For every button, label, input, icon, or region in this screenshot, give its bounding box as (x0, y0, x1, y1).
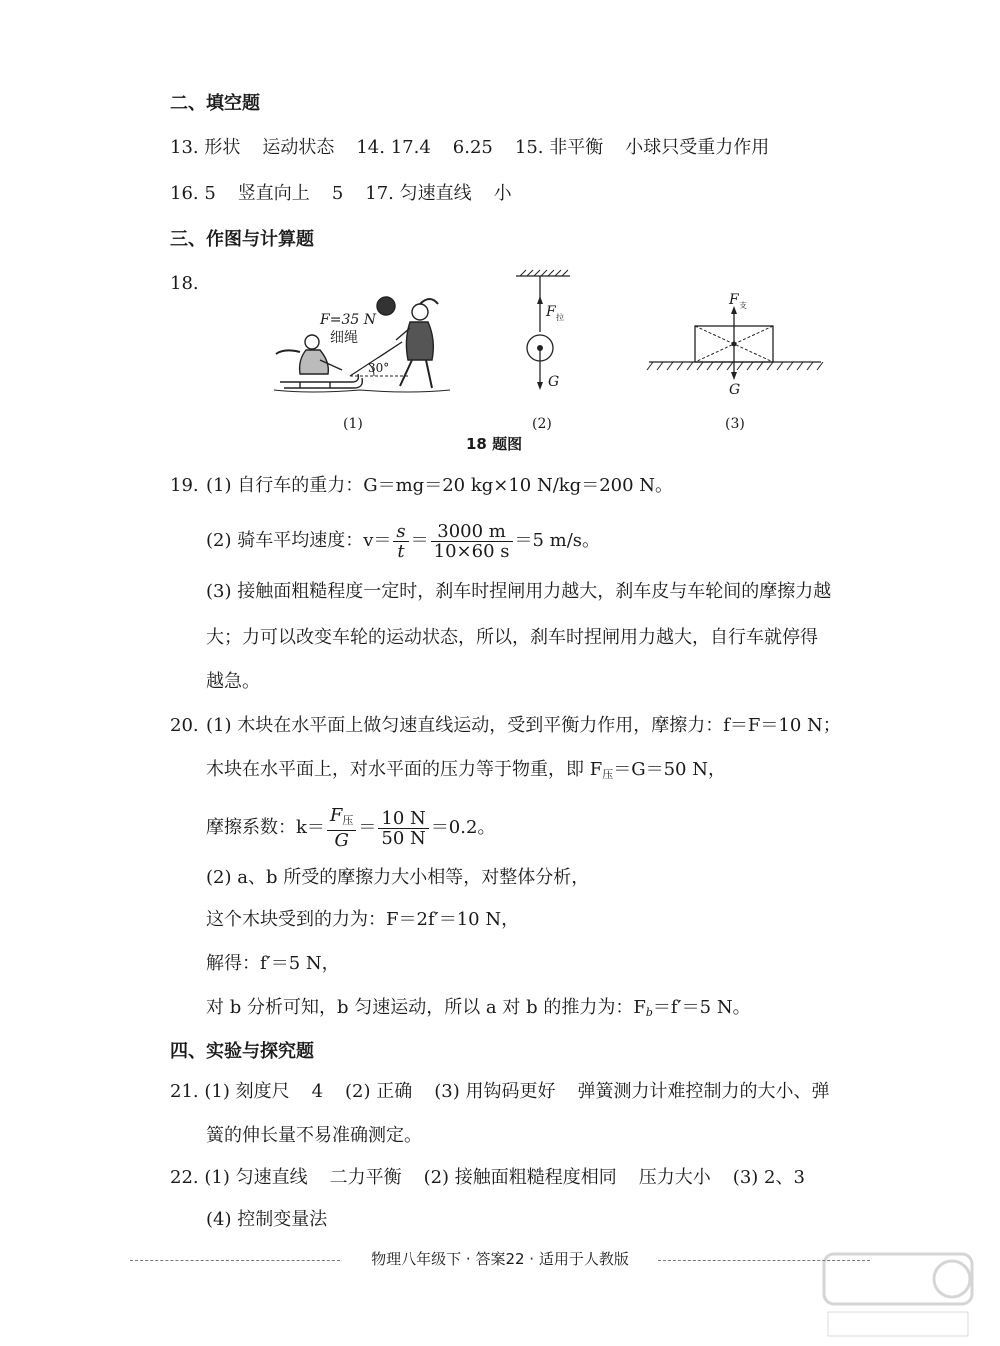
q19-fraction-values: $\frac{3000 m}{10\times 60 s}$ (431, 522, 513, 561)
q20-line7: 对 b 分析可知，b 匀速运动，所以 a 对 b 的推力为：$F_b=f'=5$ N。 (206, 997, 751, 1019)
fig1-angle-label: 30° (368, 361, 390, 375)
section-title-fill: 二、填空题 (170, 93, 260, 114)
q19-part3-line2: 大；力可以改变车轮的运动状态，所以，刹车时捏闸用力越大，自行车就停得 (206, 627, 818, 648)
section-title-exp: 四、实验与探究题 (170, 1041, 314, 1062)
q19-part2: (2) 骑车平均速度：v＝ $\frac{s}{t}$ ＝ $\frac{3000 m}{10\times 60 s}$ ＝5 m/s。 (206, 520, 601, 562)
figure-title-18: 18 题图 (466, 435, 523, 453)
q21-line1: 21. (1) 刻度尺 4 (2) 正确 (3) 用钩码更好 弹簧测力计难控制力的大小、弹 (170, 1081, 830, 1102)
fig2-caption: (2) (532, 416, 552, 432)
q22-line2: (4) 控制变量法 (206, 1209, 328, 1230)
figure-18-2-hanging-ball (510, 268, 580, 398)
fig3-caption: (3) (725, 416, 745, 432)
q20-line1: (1) 木块在水平面上做匀速直线运动，受到平衡力作用，摩擦力：f＝F＝10 N； (206, 715, 841, 736)
question-number-19: 19. (170, 475, 199, 496)
q20-fraction-symbols: $F_压$ G (327, 806, 357, 850)
fig2-gravity-label: G (548, 374, 560, 390)
page-footer (130, 1248, 870, 1272)
figure-18-1-sled (270, 290, 460, 402)
q19-part3-line3: 越急。 (206, 671, 260, 692)
question-number-18: 18. (170, 273, 199, 294)
fig1-force-label: F=35 N (320, 312, 376, 328)
q21-line2: 簧的伸长量不易准确测定。 (206, 1125, 422, 1146)
q20-line3: 摩擦系数：k＝ $F_压$ G ＝ $\frac{10 N}{50 N}$ ＝0.2。 (206, 805, 496, 851)
watermark-logo (818, 1250, 978, 1340)
q20-line4: (2) a、b 所受的摩擦力大小相等，对整体分析， (206, 867, 590, 888)
q20-line2: 木块在水平面上，对水平面的压力等于物重，即 $F_压=G=50$ N， (206, 759, 726, 781)
fig2-pull-sub: 拉 (556, 313, 564, 322)
fig1-rope-label: 细绳 (330, 330, 358, 346)
section-title-calc: 三、作图与计算题 (170, 229, 314, 250)
figure-18-3-block (645, 288, 825, 398)
answer-line-16-17: 16. 5 竖直向上 5 17. 匀速直线 小 (170, 183, 512, 204)
q22-line1: 22. (1) 匀速直线 二力平衡 (2) 接触面粗糙程度相同 压力大小 (3) 2、3 (170, 1167, 805, 1188)
q20-line5: 这个木块受到的力为：F＝2f′＝10 N， (206, 909, 520, 930)
question-number-20: 20. (170, 715, 199, 736)
answer-line-13-15: 13. 形状 运动状态 14. 17.4 6.25 15. 非平衡 小球只受重力作用 (170, 137, 770, 158)
fig1-caption: (1) (343, 416, 363, 432)
q19-part3-line1: (3) 接触面粗糙程度一定时，刹车时捏闸用力越大，刹车皮与车轮间的摩擦力越 (206, 581, 832, 602)
fig3-support-sub: 支 (739, 301, 747, 310)
fig3-gravity-label: G (729, 382, 741, 398)
q20-line6: 解得：f′＝5 N， (206, 953, 340, 974)
q19-fraction-st: $\frac{s}{t}$ (393, 522, 408, 561)
q20-fraction-values: $\frac{10 N}{50 N}$ (378, 809, 428, 848)
fig2-pull-label: F (546, 304, 556, 320)
fig3-support-label: F (729, 292, 739, 308)
q19-part1: (1) 自行车的重力：G＝mg＝20 kg×10 N/kg＝200 N。 (206, 475, 674, 496)
footer-text: 物理八年级下 · 答案22 · 适用于人教版 (365, 1250, 635, 1268)
